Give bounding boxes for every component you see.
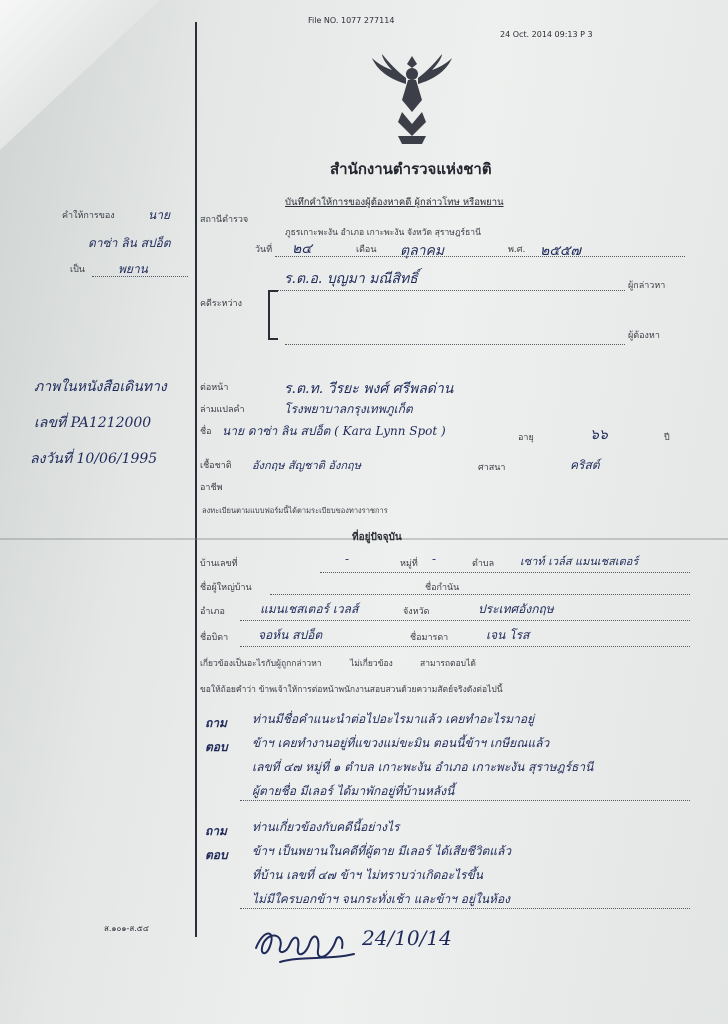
witness-name-value: ดาซ่า ลิน สปอ็ต	[88, 236, 171, 250]
age-label: อายุ	[518, 433, 534, 443]
before-value: ร.ต.ท. วีรยะ พงศ์ ศรีพลด่าน	[284, 381, 454, 397]
a1-marker: ตอบ	[205, 740, 228, 754]
passport-date: ลงวันที่ 10/06/1995	[30, 451, 158, 467]
q2-marker: ถาม	[205, 824, 227, 838]
margin-rule	[195, 22, 197, 937]
signature-date: 24/10/14	[362, 926, 452, 950]
month-label: เดือน	[356, 245, 377, 255]
role-label: เป็น	[70, 265, 85, 275]
amphoe-value: แมนเชสเตอร์ เวลส์	[260, 602, 359, 616]
occupation-label: อาชีพ	[200, 483, 223, 493]
before-label: ต่อหน้า	[200, 383, 229, 393]
a2-marker: ตอบ	[205, 848, 228, 862]
title-value: นาย	[148, 208, 170, 222]
station-label: สถานีตำรวจ	[200, 215, 249, 225]
amphoe-label: อำเภอ	[200, 607, 225, 617]
passport-photo-note: ภาพในหนังสือเดินทาง	[34, 379, 167, 395]
moo-label: หมู่ที่	[400, 559, 418, 569]
tambon-label: ตำบล	[472, 559, 495, 569]
interpreter-value: โรงพยาบาลกรุงเทพภูเก็ต	[284, 402, 413, 416]
religion-label: ศาสนา	[478, 463, 506, 473]
fax-timestamp: 24 Oct. 2014 09:13 P 3	[500, 30, 593, 39]
year-label: พ.ศ.	[508, 245, 526, 255]
mother-value: เจน โรส	[486, 628, 530, 642]
day-value: ๒๔	[292, 241, 312, 257]
name-label: ชื่อ	[200, 427, 212, 437]
file-number: File NO. 1077 277114	[308, 16, 395, 25]
age-unit: ปี	[664, 433, 670, 443]
mother-label: ชื่อมารดา	[410, 633, 449, 643]
interpreter-label: ล่ามแปลคำ	[200, 405, 245, 415]
garuda-emblem-icon	[368, 50, 456, 150]
nationality-label: เชื้อชาติ	[200, 461, 232, 471]
role-value: พยาน	[118, 262, 148, 276]
house-value: -	[345, 552, 350, 566]
statement-intro: ขอให้ถ้อยคำว่า ข้าพเจ้าให้การต่อหน้าพนักงานสอบสวนด้วยความสัตย์จริงดังต่อไปนี้	[200, 685, 503, 695]
signature-mark	[250, 918, 360, 968]
day-label: วันที่	[255, 245, 273, 255]
q1-marker: ถาม	[205, 716, 227, 730]
moo-value: -	[432, 552, 437, 566]
related-label: เกี่ยวข้องเป็นอะไรกับผู้ถูกกล่าวหา	[200, 659, 322, 669]
a1-line-3: ผู้ตายชื่อ มีเลอร์ ได้มาพักอยู่ที่บ้านหลังนี้	[252, 784, 455, 798]
officer-value: ร.ต.อ. บุญมา มณีสิทธิ์	[284, 271, 418, 287]
name-value: นาย ดาซ่า ลิน สปอ็ต ( Kara Lynn Spot )	[222, 424, 446, 438]
office-title: สำนักงานตำรวจแห่งชาติ	[330, 160, 492, 178]
father-value: จอห์น สปอ็ต	[258, 628, 323, 642]
province-value: ประเทศอังกฤษ	[478, 602, 554, 616]
religion-value: คริสต์	[570, 458, 600, 472]
paper-curl	[0, 0, 160, 150]
tambon-value: เซาท์ เวล์ส แมนเชสเตอร์	[520, 555, 639, 568]
age-value: ๖๖	[590, 427, 608, 443]
kamnan-label: ชื่อกำนัน	[425, 583, 460, 593]
form-code: ส.๑๐๑-ส.๕๔	[104, 924, 149, 933]
relation-label: สามารถตอบได้	[420, 659, 476, 669]
a1-line-2: เลขที่ ๔๗ หมู่ที่ ๑ ตำบล เกาะพะงัน อำเภอ เกาะพะงัน สุราษฎร์ธานี	[252, 760, 594, 774]
accuser-label: ผู้กล่าวหา	[628, 281, 666, 291]
month-value: ตุลาคม	[400, 243, 445, 259]
related-value: ไม่เกี่ยวข้อง	[350, 659, 393, 669]
a1-line-1: ข้าฯ เคยทำงานอยู่ที่แขวงแม่ขะมิน ตอนนี้ข้าฯ เกษียณแล้ว	[252, 736, 550, 750]
station-value: ภูธรเกาะพะงัน อำเภอ เกาะพะงัน จังหวัด สุราษฎร์ธานี	[285, 228, 481, 238]
q2-text: ท่านเกี่ยวข้องกับคดีนี้อย่างไร	[252, 820, 400, 834]
a2-line-1: ข้าฯ เป็นพยานในคดีที่ผู้ตาย มีเลอร์ ได้เสียชีวิตแล้ว	[252, 844, 512, 858]
parties-brace	[268, 290, 278, 340]
father-label: ชื่อบิดา	[200, 633, 229, 643]
accused-label: ผู้ต้องหา	[628, 331, 660, 341]
statement-of-label: คำให้การของ	[62, 211, 115, 221]
province-label: จังหวัด	[403, 607, 430, 617]
passport-number: เลขที่ PA1212000	[34, 415, 152, 431]
q1-text: ท่านมีชื่อคำแนะนำต่อไปอะไรมาแล้ว เคยทำอะไรมาอยู่	[252, 712, 535, 726]
a2-line-2: ที่บ้าน เลขที่ ๔๗ ข้าฯ ไม่ทราบว่าเกิดอะไรขึ้น	[252, 868, 483, 882]
form-subtitle: บันทึกคำให้การของผู้ต้องหาคดี ผู้กล่าวโทษ หรือพยาน	[285, 197, 504, 208]
a2-line-3: ไม่มีใครบอกข้าฯ จนกระทั่งเช้า และข้าฯ อยู่ในห้อง	[252, 892, 511, 906]
between-label: คดีระหว่าง	[200, 299, 242, 309]
nationality-value: อังกฤษ สัญชาติ อังกฤษ	[252, 459, 361, 472]
year-value: ๒๕๕๗	[540, 243, 581, 259]
house-label: บ้านเลขที่	[200, 559, 238, 569]
address-section-title: ที่อยู่ปัจจุบัน	[352, 532, 402, 543]
village-label: ชื่อผู้ใหญ่บ้าน	[200, 583, 252, 593]
note-line: ลงทะเบียนตามแบบฟอร์มนี้ได้ตามระเบียบของทางราชการ	[202, 506, 388, 515]
